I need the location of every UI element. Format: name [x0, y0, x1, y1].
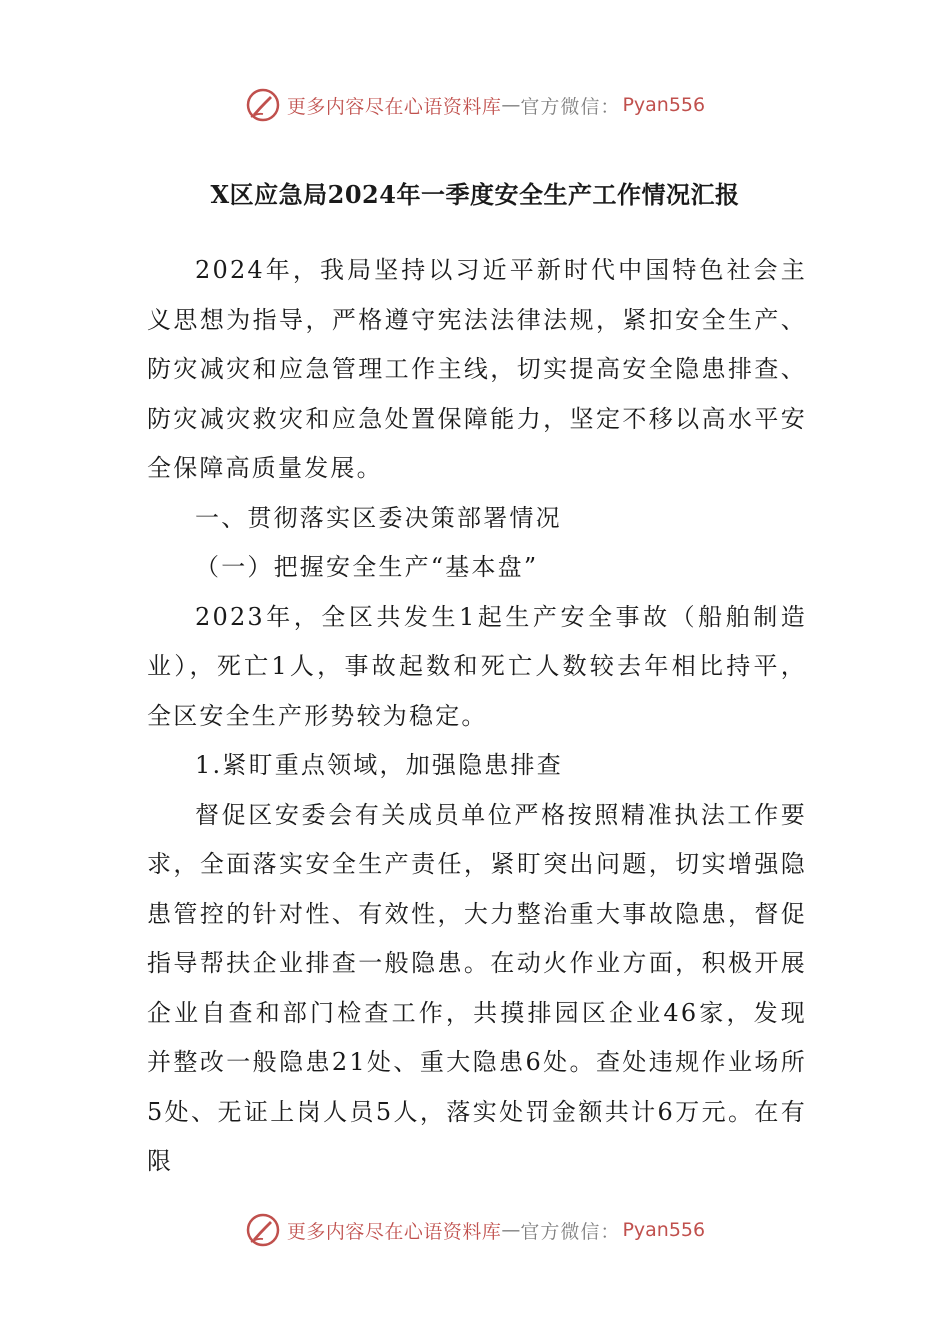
paragraph-2023-summary: 2023年，全区共发生1起生产安全事故（船舶制造业），死亡1人，事故起数和死亡人数较去年相比持平，全区安全生产形势较为稳定。 — [147, 602, 807, 730]
paragraph-inspection: 督促区安委会有关成员单位严格按照精准执法工作要求，全面落实安全生产责任，紧盯突出问题，切实增强隐患管控的针对性、有效性，大力整治重大事故隐患，督促指导帮扶企业排查一般隐患。在动火作业方面，积极开展企业自查和部门检查工作，共摸排园区企业46家，发现并整改一般隐患21处、重大隐患6处。查处违规作业场所5处、无证上岗人员5人，落实处罚金额共计6万元。在有限 — [147, 800, 807, 1175]
watermark-main-text: 更多内容尽在心语资料库 — [286, 95, 502, 118]
document-title: X区应急局2024年一季度安全生产工作情况汇报 — [210, 180, 740, 209]
watermark-wechat-label: 官方微信： — [520, 95, 621, 118]
document-body — [147, 246, 807, 1187]
watermark-separator: — — [501, 1219, 521, 1241]
pen-logo-icon — [245, 1212, 281, 1248]
pen-logo-icon — [245, 87, 281, 123]
heading-item-1: 1.紧盯重点领域，加强隐患排查 — [195, 751, 563, 779]
watermark-wechat-id: Pyan556 — [622, 94, 706, 116]
watermark-header — [0, 80, 950, 130]
watermark-main-text: 更多内容尽在心语资料库 — [286, 1220, 502, 1243]
watermark-wechat-id: Pyan556 — [622, 1219, 706, 1241]
heading-section-1: 一、贯彻落实区委决策部署情况 — [195, 503, 562, 532]
heading-subsection-1: （一）把握安全生产“基本盘” — [195, 553, 539, 581]
watermark-footer — [0, 1205, 950, 1255]
paragraph-intro: 2024年，我局坚持以习近平新时代中国特色社会主义思想为指导，严格遵守宪法法律法规，紧扣安全生产、防灾减灾和应急管理工作主线，切实提高安全隐患排查、防灾减灾救灾和应急处置保障能力，坚定不移以高水平安全保障高质量发展。 — [147, 256, 807, 482]
watermark-separator: — — [501, 94, 521, 116]
watermark-wechat-label: 官方微信： — [520, 1220, 621, 1243]
